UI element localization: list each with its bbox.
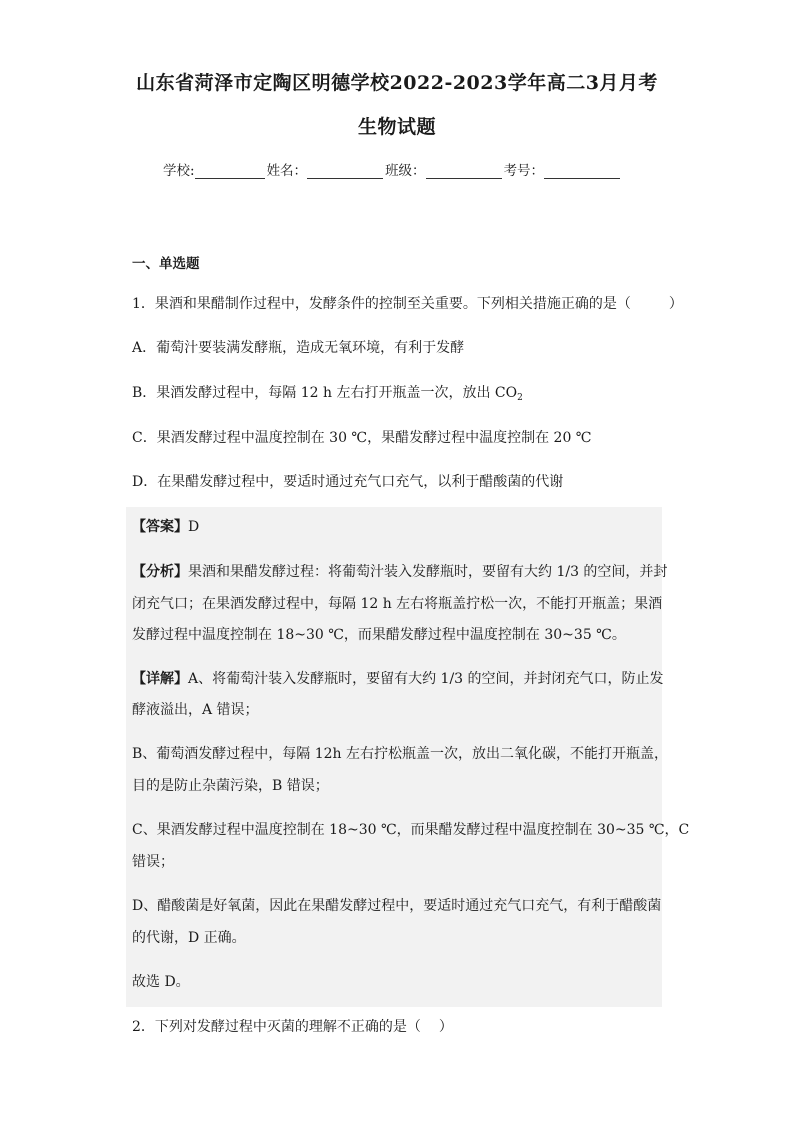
answer-line: 【答案】D [132,519,200,535]
option-d: D．在果醋发酵过程中，要适时通过充气口充气，以利于醋酸菌的代谢 [132,474,564,490]
detail-line-6: 错误； [132,854,174,870]
detail-line-3: B、葡萄酒发酵过程中，每隔 12h 左右拧松瓶盖一次，放出二氧化碳，不能打开瓶盖， [132,746,669,762]
name-label: 姓名： [266,163,308,179]
name-blank [307,164,383,179]
student-info [163,159,622,179]
class-label: 班级： [385,163,426,179]
question-2-stem: 2．下列对发酵过程中灭菌的理解不正确的是（ ） [132,1019,453,1035]
exam-number-label: 考号： [503,163,545,179]
analysis-line-1: 【分析】果酒和果醋发酵过程：将葡萄汁装入发酵瓶时，要留有大约 1/3 的空间，并封 [132,564,668,580]
detail-line-4: 目的是防止杂菌污染，B 错误； [132,778,329,794]
detail-line-8: 的代谢，D 正确。 [132,930,246,946]
detail-line-7: D、醋酸菌是好氧菌，因此在果醋发酵过程中，要适时通过充气口充气，有利于醋酸菌 [132,898,662,914]
class-blank [426,164,502,179]
conclusion-line: 故选 D。 [132,974,190,990]
analysis-line-3: 发酵过程中温度控制在 18~30 ℃，而果醋发酵过程中温度控制在 30~35 ℃。 [132,627,626,643]
school-label: 学校: [163,163,195,179]
exam-subtitle: 生物试题 [357,116,436,138]
option-a: A．葡萄汁要装满发酵瓶，造成无氧环境，有利于发酵 [132,340,465,356]
detail-line-5: C、果酒发酵过程中温度控制在 18~30 ℃，而果醋发酵过程中温度控制在 30~35 ℃，C [132,822,690,838]
analysis-line-2: 闭充气口；在果酒发酵过程中，每隔 12 h 左右将瓶盖拧松一次，不能打开瓶盖；果酒 [132,596,663,612]
option-c: C．果酒发酵过程中温度控制在 30 ℃，果醋发酵过程中温度控制在 20 ℃ [132,430,592,446]
exam-title: 山东省菏泽市定陶区明德学校2022-2023学年高二3月月考 [136,72,658,94]
section-heading: 一、单选题 [132,256,200,272]
school-blank [195,164,265,179]
question-1-stem: 1．果酒和果醋制作过程中，发酵条件的控制至关重要。下列相关措施正确的是（ ） [132,296,683,312]
detail-line-2: 酵液溢出，A 错误； [132,702,259,718]
exam-number-blank [544,164,620,179]
detail-line-1: 【详解】A、将葡萄汁装入发酵瓶时，要留有大约 1/3 的空间，并封闭充气口，防止发 [132,671,664,687]
option-b: B．果酒发酵过程中，每隔 12 h 左右打开瓶盖一次，放出 $CO_2$ [132,385,523,403]
